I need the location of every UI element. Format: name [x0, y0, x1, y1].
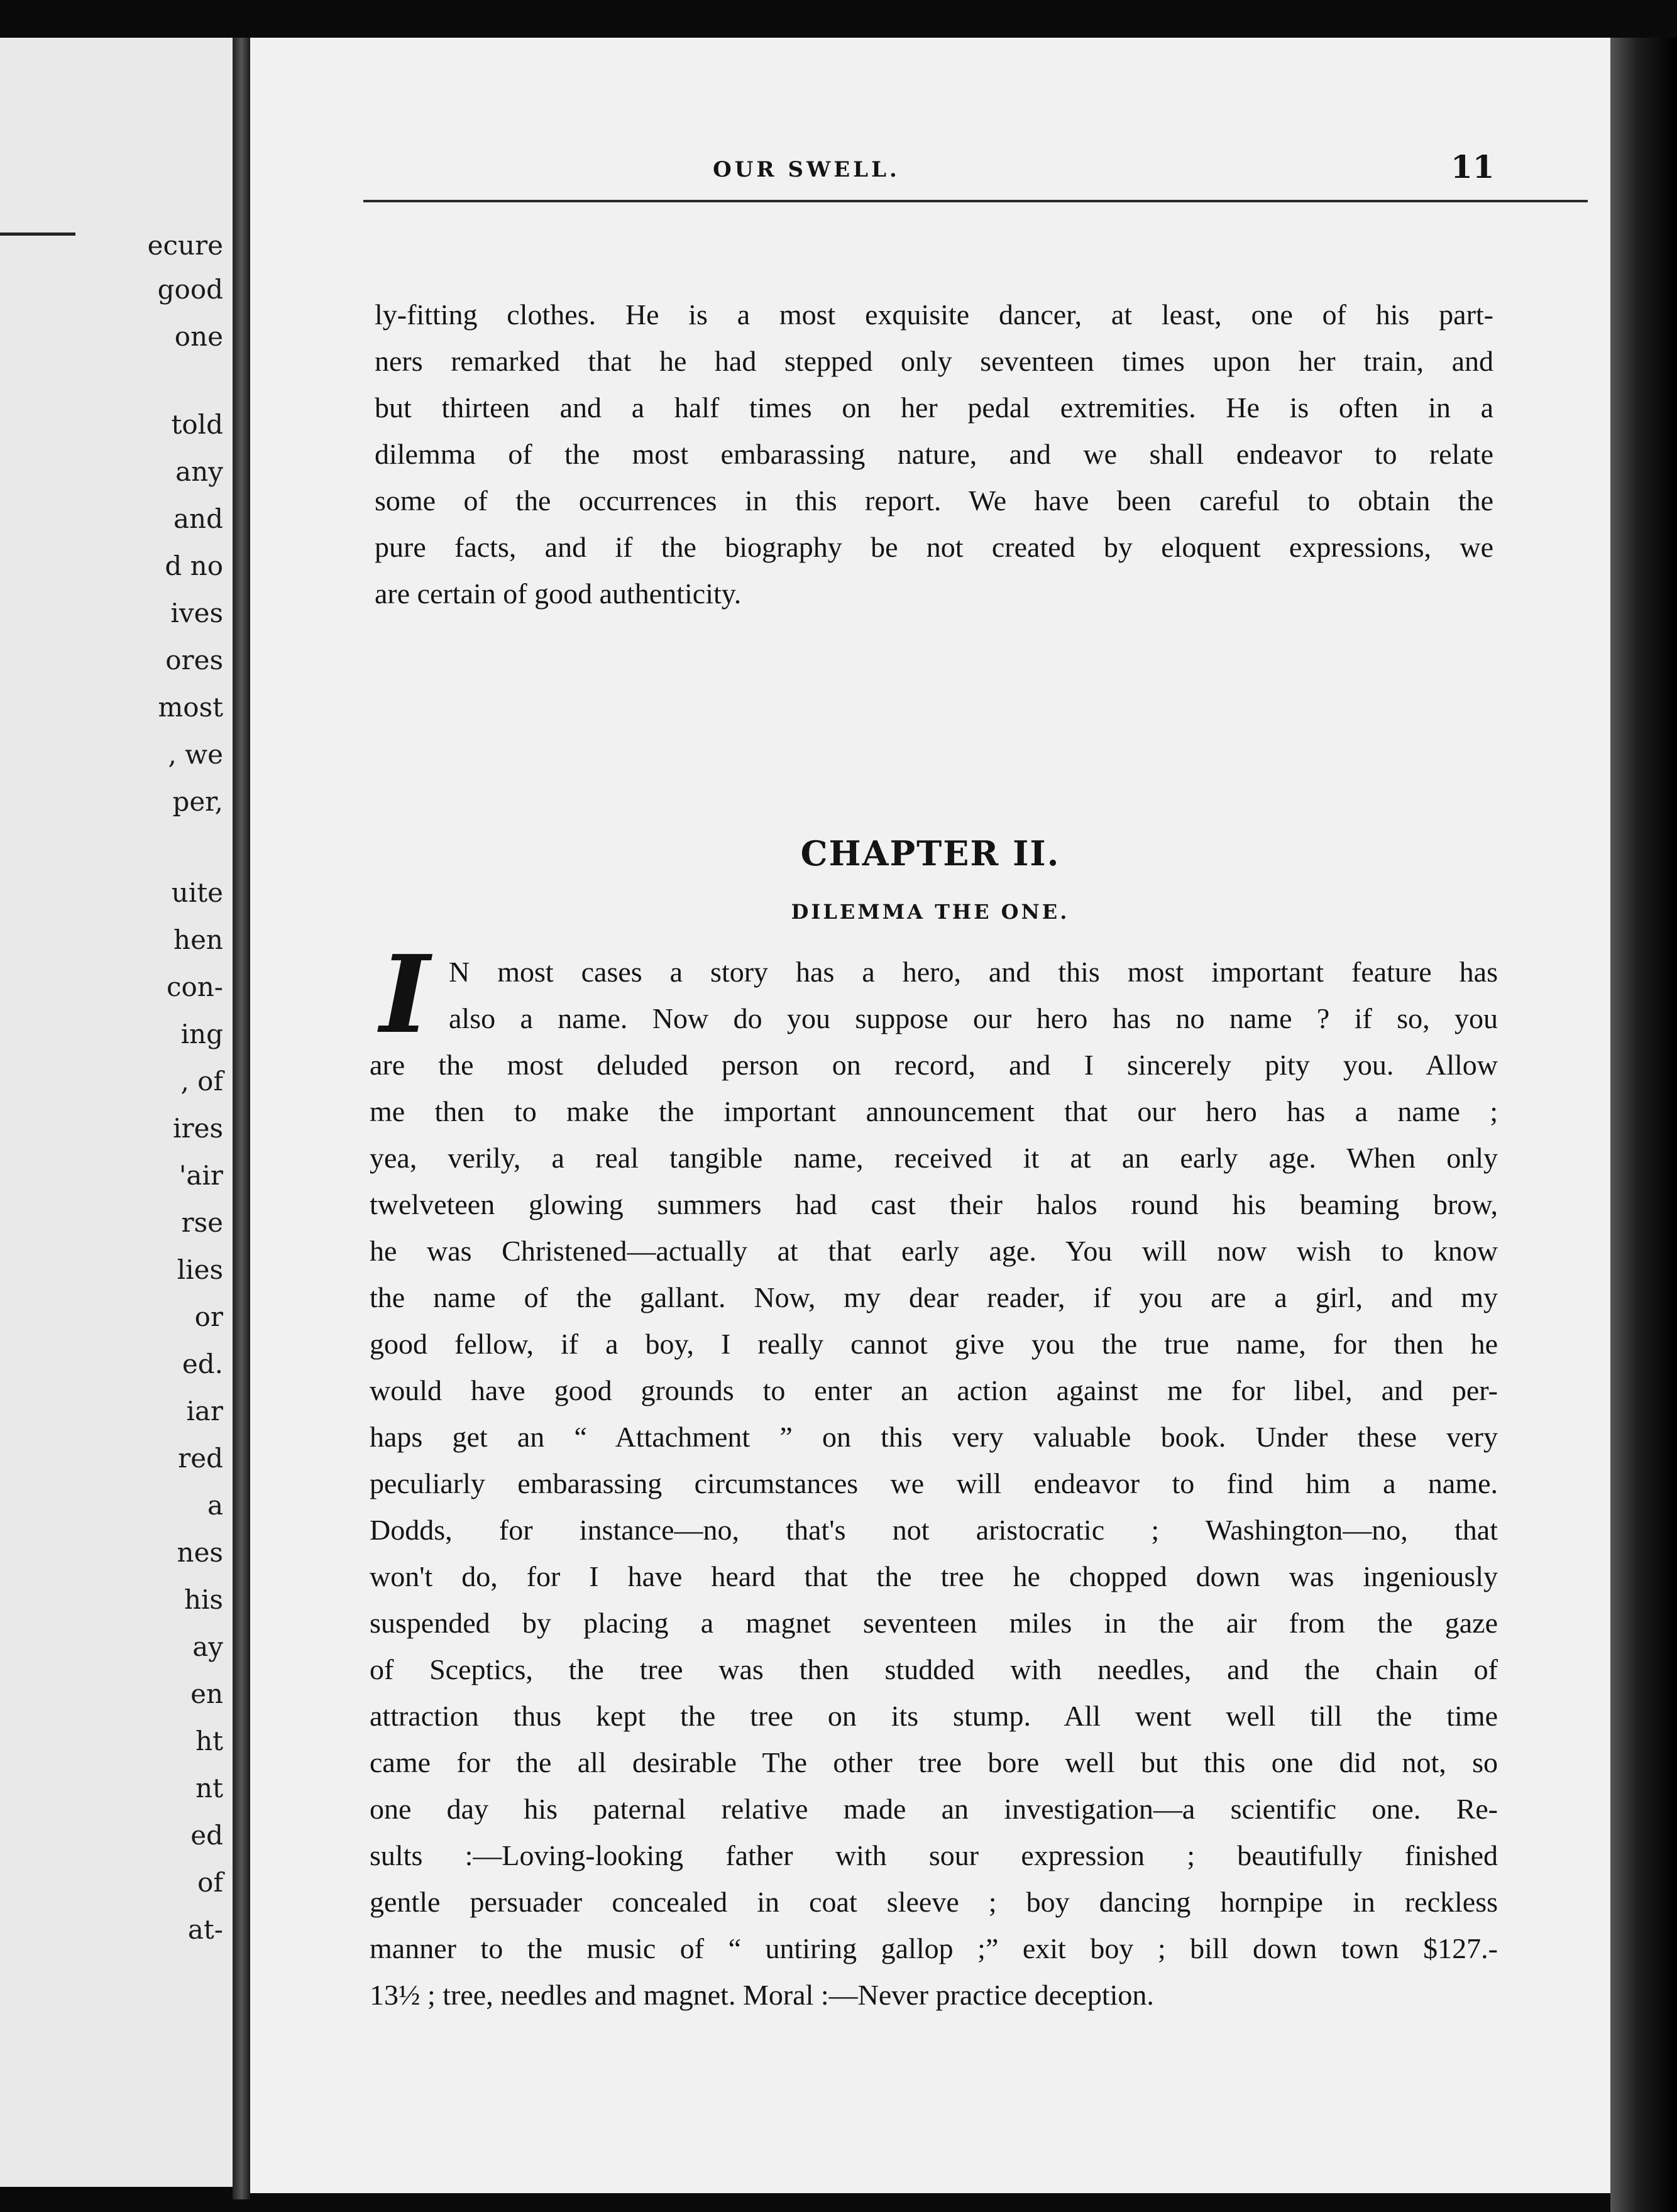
left-page-line: uite [171, 877, 223, 908]
left-page-line: per, [172, 786, 223, 817]
page-number: 11 [1451, 148, 1495, 185]
page [250, 38, 1610, 2193]
page-edge [1610, 38, 1677, 2212]
left-page-line: told [171, 409, 223, 440]
left-page-line: hen [173, 924, 223, 955]
left-page-line: , we [168, 739, 223, 770]
left-page-line: ay [192, 1631, 223, 1662]
text-line: yea, verily, a real tangible name, received it at an early age. When only [370, 1142, 1498, 1174]
running-head: OUR SWELL. [713, 157, 900, 182]
text-line: would have good grounds to enter an action against me for libel, and per- [370, 1374, 1498, 1406]
text-line: some of the occurrences in this report. We have been careful to obtain the [375, 485, 1493, 517]
text-line: pure facts, and if the biography be not created by eloquent expressions, we [375, 531, 1493, 563]
left-page-line: con- [166, 972, 223, 1002]
text-line: manner to the music of “ untiring gallop ;” exit boy ; bill down town $127.- [370, 1932, 1498, 1964]
left-page-line: d no [165, 550, 223, 581]
header-rule [363, 200, 1588, 202]
text-line: one day his paternal relative made an investigation—a scientific one. Re- [370, 1793, 1498, 1825]
left-page-line: one [174, 321, 223, 352]
text-line: peculiarly embarassing circumstances we will endeavor to find him a name. [370, 1467, 1498, 1499]
left-page-line: or [194, 1301, 223, 1332]
text-line: Dodds, for instance—no, that's not aristocratic ; Washington—no, that [370, 1514, 1498, 1546]
drop-cap: I [380, 932, 430, 1058]
left-page-line: nt [195, 1773, 223, 1804]
left-page-line: iar [186, 1396, 223, 1426]
left-page-line: good [157, 274, 223, 305]
text-line: dilemma of the most embarassing nature, and we shall endeavor to relate [375, 438, 1493, 470]
chapter-title: CHAPTER II. [800, 833, 1060, 873]
left-page-line: ires [173, 1113, 223, 1144]
text-line: but thirteen and a half times on her pedal extremities. He is often in a [375, 391, 1493, 424]
left-page-line: lies [177, 1254, 223, 1285]
text-line: 13½ ; tree, needles and magnet. Moral :—Never practice deception. [370, 1979, 1154, 2011]
text-line: won't do, for I have heard that the tree he chopped down was ingeniously [370, 1560, 1498, 1592]
text-line: are the most deluded person on record, and I sincerely pity you. Allow [370, 1049, 1498, 1081]
left-page-line: , of [180, 1066, 223, 1097]
left-page-line: his [184, 1584, 223, 1615]
left-page-line: any [175, 456, 223, 487]
text-line: attraction thus kept the tree on its stump. All went well till the time [370, 1700, 1498, 1732]
text-line: gentle persuader concealed in coat sleeve ; boy dancing hornpipe in reckless [370, 1886, 1498, 1918]
text-line: suspended by placing a magnet seventeen miles in the air from the gaze [370, 1607, 1498, 1639]
text-line: are certain of good authenticity. [375, 578, 742, 610]
text-line: haps get an “ Attachment ” on this very valuable book. Under these very [370, 1421, 1498, 1453]
text-line: good fellow, if a boy, I really cannot give you the true name, for then he [370, 1328, 1498, 1360]
book-gutter [233, 38, 250, 2199]
left-page-line: 'air [179, 1160, 223, 1191]
left-page-line: most [158, 692, 223, 723]
chapter-paragraph [370, 932, 1498, 2018]
chapter-subtitle: DILEMMA THE ONE. [791, 900, 1070, 924]
left-page-line: ing [180, 1019, 223, 1049]
left-page-line: a [207, 1490, 223, 1521]
text-line: ners remarked that he had stepped only seventeen times upon her train, and [375, 345, 1493, 377]
intro-paragraph [375, 292, 1493, 617]
left-page-line: ed [190, 1820, 223, 1851]
text-line: me then to make the important announcement that our hero has a name ; [370, 1095, 1498, 1127]
left-page-line: red [178, 1443, 223, 1474]
text-line: ly-fitting clothes. He is a most exquisite dancer, at least, one of his part- [375, 298, 1493, 331]
text-line: sults :—Loving-looking father with sour expression ; beautifully finished [370, 1839, 1498, 1871]
left-page-line: en [190, 1678, 223, 1709]
text-line: came for the all desirable The other tree bore well but this one did not, so [370, 1746, 1498, 1778]
left-page-line: ives [170, 598, 223, 628]
text-line: he was Christened—actually at that early age. You will now wish to know [370, 1235, 1498, 1267]
left-page-line: ecure [147, 230, 223, 261]
left-page-line: at- [187, 1914, 223, 1945]
left-page-fragment [0, 38, 233, 2187]
left-page-line: ores [165, 645, 223, 676]
left-page-line: of [197, 1867, 223, 1898]
text-line: the name of the gallant. Now, my dear reader, if you are a girl, and my [370, 1281, 1498, 1313]
left-page-line: and [173, 503, 223, 534]
text-line: also a name. Now do you suppose our hero has no name ? if so, you [449, 1002, 1498, 1034]
text-line: twelveteen glowing summers had cast their halos round his beaming brow, [370, 1188, 1498, 1220]
left-page-line: ht [195, 1726, 223, 1756]
left-page-line: ed. [182, 1349, 223, 1379]
text-line: of Sceptics, the tree was then studded with needles, and the chain of [370, 1653, 1498, 1685]
text-line: N most cases a story has a hero, and this most important feature has [449, 956, 1498, 988]
left-page-line: nes [177, 1537, 223, 1568]
left-page-line: rse [181, 1207, 223, 1238]
